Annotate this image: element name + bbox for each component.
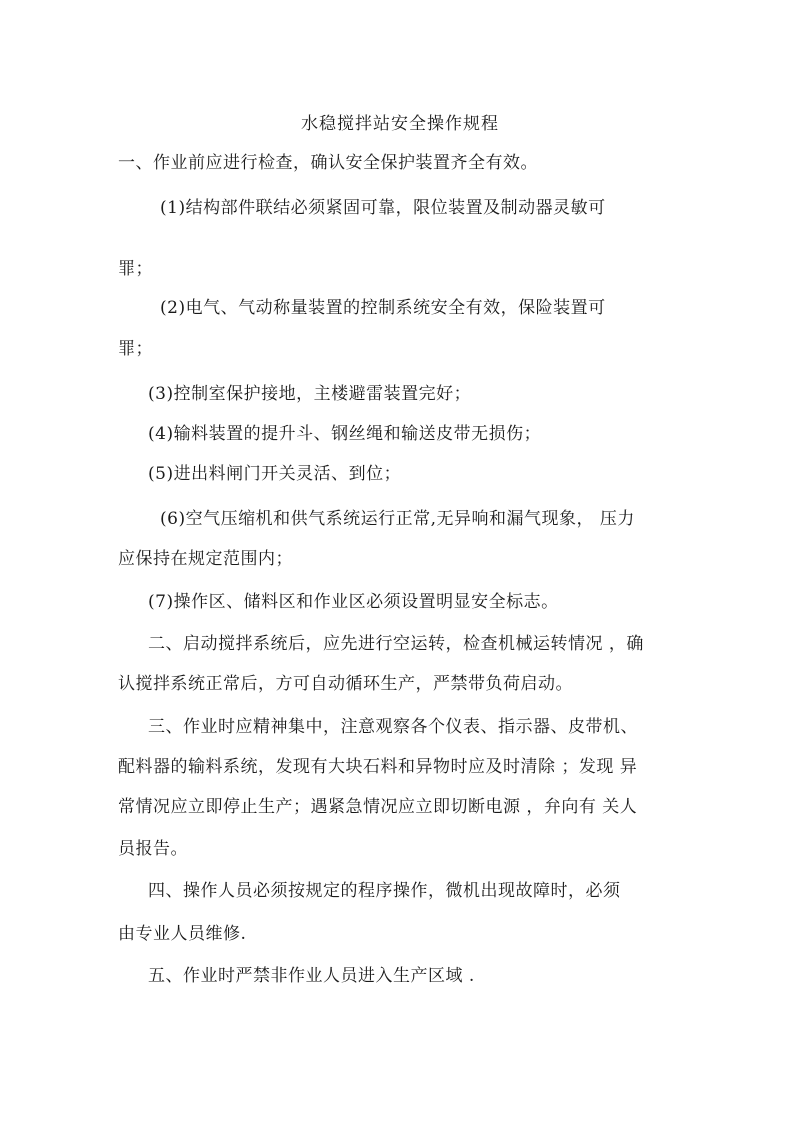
item-1-line-2: 罪； — [118, 259, 153, 279]
section-3-line-4: 员报告。 — [118, 839, 188, 859]
section-3-line-2: 配料器的输料系统，发现有大块石料和异物时应及时清除 ；发现 异 — [118, 757, 638, 777]
item-6-line-1: (6)空气压缩机和供气系统运行正常,无异响和漏气现象， 压力 — [160, 509, 635, 529]
item-3: (3)控制室保护接地，主楼避雷装置完好； — [148, 384, 472, 404]
section-2-line-1: 二、启动搅拌系统后，应先进行空运转，检查机械运转情况 ，确 — [148, 634, 644, 654]
section-5: 五、作业时严禁非作业人员进入生产区域 . — [148, 966, 475, 986]
item-5: (5)进出料闸门开关灵活、到位； — [148, 464, 402, 484]
section-1-heading: 一、作业前应进行检查，确认安全保护装置齐全有效。 — [118, 153, 538, 173]
item-6-line-2: 应保持在规定范围内； — [118, 549, 293, 569]
section-3-line-1: 三、作业时应精神集中，注意观察各个仪表、指示器、皮带机、 — [148, 717, 638, 737]
item-4: (4)输料装置的提升斗、钢丝绳和输送皮带无损伤； — [148, 424, 542, 444]
section-2-line-2: 认搅拌系统正常后，方可自动循环生产，严禁带负荷启动。 — [118, 674, 573, 694]
section-4-line-2: 由专业人员维修. — [118, 924, 247, 944]
section-4-line-1: 四、操作人员必须按规定的程序操作，微机出现故障时，必须 — [148, 881, 621, 901]
item-2-line-1: (2)电气、气动称量装置的控制系统安全有效，保险装置可 — [160, 298, 606, 318]
item-2-line-2: 罪； — [118, 339, 153, 359]
document-title: 水稳搅拌站安全操作规程 — [301, 114, 499, 134]
item-7: (7)操作区、储料区和作业区必须设置明显安全标志。 — [148, 592, 559, 612]
item-1-line-1: (1)结构部件联结必须紧固可靠，限位装置及制动器灵敏可 — [160, 198, 606, 218]
section-3-line-3: 常情况应立即停止生产；遇紧急情况应立即切断电源 ，弁向有 关人 — [118, 797, 638, 817]
